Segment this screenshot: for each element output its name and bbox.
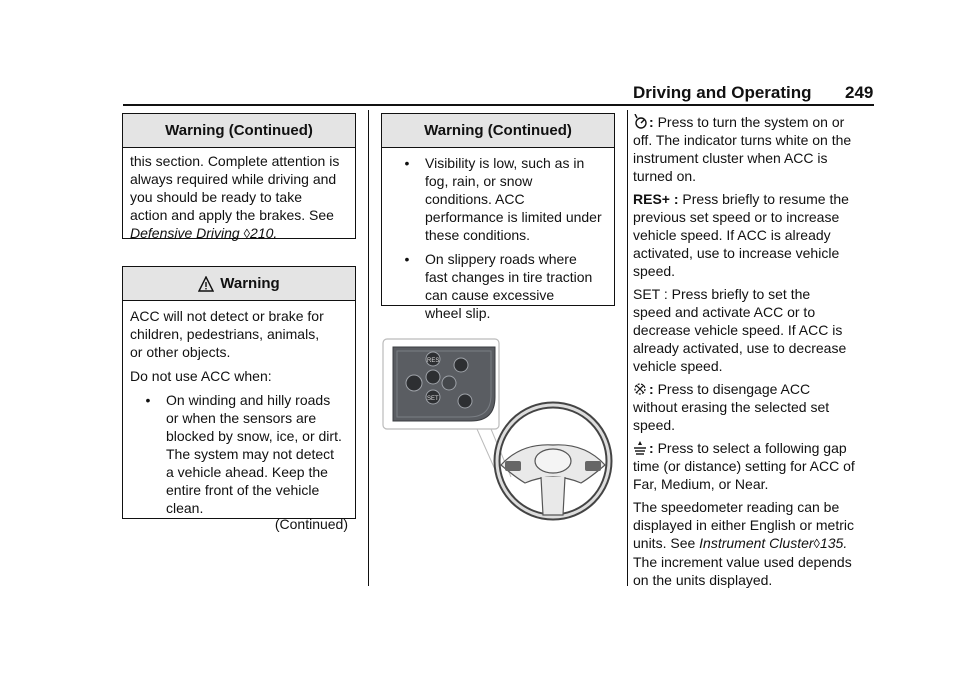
text-line: can cause excessive (425, 287, 555, 303)
bullet-mark: • (404, 155, 410, 171)
bullet-item (389, 154, 607, 244)
text-line: fog, rain, or snow (425, 173, 533, 189)
text-line: The speedometer reading can be (633, 499, 840, 515)
text-line: Press briefly to resume the (682, 191, 849, 207)
control-label: : (649, 440, 654, 456)
text-line: turned on. (633, 168, 697, 184)
control-label: RES+ : (633, 191, 679, 207)
gap-description (633, 439, 883, 493)
warning-triangle-icon (198, 276, 214, 292)
text-line: Far, Medium, or Near. (633, 476, 769, 492)
page-ref-icon: ◊ (813, 536, 820, 551)
text-line: blocked by snow, ice, or dirt. (166, 428, 342, 444)
page-ref-icon: ◊ (243, 226, 251, 241)
text-line: speed. (633, 417, 676, 433)
text-line: decrease vehicle speed. If ACC is (633, 322, 843, 338)
text-line: vehicle speed. If ACC is already (633, 227, 831, 243)
reference-title: Instrument Cluster (699, 535, 814, 551)
reference-page: 210. (250, 225, 278, 241)
text-line: clean. (166, 500, 204, 516)
warning-heading-text: Warning (220, 275, 280, 292)
warning-continued-box (381, 113, 615, 321)
control-label: : (649, 381, 654, 397)
text-line: instrument cluster when ACC is (633, 150, 828, 166)
page-number: 249 (845, 83, 874, 102)
steering-wheel-illustration (381, 337, 617, 521)
text-line: Press to disengage ACC (657, 381, 811, 397)
text-line: speed and activate ACC or to (633, 304, 816, 320)
text-line: time (or distance) setting for ACC of (633, 458, 855, 474)
text-line: Press briefly to set the (671, 286, 811, 302)
text-line: On winding and hilly roads (166, 392, 331, 408)
cruise-on-button (406, 375, 422, 391)
warning-box-body (123, 301, 355, 539)
text-line: units. See (633, 535, 696, 551)
text-line: Visibility is low, such as in (425, 155, 585, 171)
text-line: previous set speed or to increase (633, 209, 840, 225)
text-line: this section. Complete attention is (130, 153, 340, 169)
res-description (633, 190, 883, 280)
center-button (442, 376, 456, 390)
column-divider-2 (627, 110, 628, 586)
following-gap-icon (633, 440, 647, 455)
control-label: SET : (633, 286, 668, 302)
text-line: The system may not detect (166, 446, 335, 462)
text-line: Press to turn the system on or (657, 114, 845, 130)
bullet-item (389, 250, 607, 322)
text-line: wheel slip. (425, 305, 491, 321)
text-line: The increment value used depends (633, 554, 852, 570)
bullet-mark: • (145, 392, 151, 408)
text-line: conditions. ACC (425, 191, 525, 207)
text-line: On slippery roads where (425, 251, 577, 267)
lane-button (458, 394, 472, 408)
bullet-item (130, 391, 348, 517)
cancel-description (633, 380, 883, 434)
text-line: always required while driving and (130, 171, 337, 187)
text-line: displayed in either English or metric (633, 517, 854, 533)
cross-reference[interactable] (699, 535, 847, 551)
warning-continued-box (122, 113, 356, 239)
cruise-control-icon (633, 114, 647, 129)
reference-title: Defensive Driving (130, 225, 240, 241)
res-label: RES (427, 358, 440, 364)
warning-box-body (123, 148, 355, 249)
set-label: SET (427, 396, 439, 402)
text-line: vehicle speed. (633, 358, 723, 374)
warning-box-body (382, 148, 614, 328)
header-rule (123, 104, 874, 106)
section-title: Driving and Operating (633, 83, 812, 102)
cancel-button (426, 370, 440, 384)
text-line: entire front of the vehicle (166, 482, 320, 498)
warning-box (122, 266, 356, 532)
warning-box-heading: Warning (Continued) (382, 114, 614, 148)
text-line: ACC will not detect or brake for (130, 308, 324, 324)
text-line: activated, use to increase vehicle (633, 245, 840, 261)
cancel-cruise-icon (633, 381, 647, 396)
text-line: or when the sensors are (166, 410, 317, 426)
bullet-mark: • (404, 251, 410, 267)
text-line: a vehicle ahead. Keep the (166, 464, 328, 480)
continued-label: (Continued) (274, 516, 348, 532)
text-line: on the units displayed. (633, 572, 773, 588)
gap-button (454, 358, 468, 372)
text-line: these conditions. (425, 227, 531, 243)
text-line: speed. (633, 263, 676, 279)
text-line: Do not use ACC when: (130, 368, 272, 384)
text-line: off. The indicator turns white on the (633, 132, 852, 148)
text-line: Press to select a following gap (657, 440, 847, 456)
cruise-on-description (633, 113, 883, 185)
speedometer-description (633, 498, 883, 589)
text-line: fast changes in tire traction (425, 269, 593, 285)
text-line: children, pedestrians, animals, (130, 326, 320, 342)
text-line: or other objects. (130, 344, 231, 360)
control-label: : (649, 114, 654, 130)
reference-page: 135. (819, 535, 848, 551)
warning-box-heading (123, 267, 355, 301)
column-divider-1 (368, 110, 369, 586)
text-line: you should be ready to take (130, 189, 303, 205)
control-descriptions (633, 113, 883, 594)
cross-reference[interactable] (130, 224, 348, 243)
text-line: performance is limited under (425, 209, 602, 225)
warning-box-heading: Warning (Continued) (123, 114, 355, 148)
set-description (633, 285, 883, 375)
text-line: already activated, use to decrease (633, 340, 847, 356)
text-line: action and apply the brakes. See (130, 207, 334, 223)
text-line: without erasing the selected set (633, 399, 830, 415)
